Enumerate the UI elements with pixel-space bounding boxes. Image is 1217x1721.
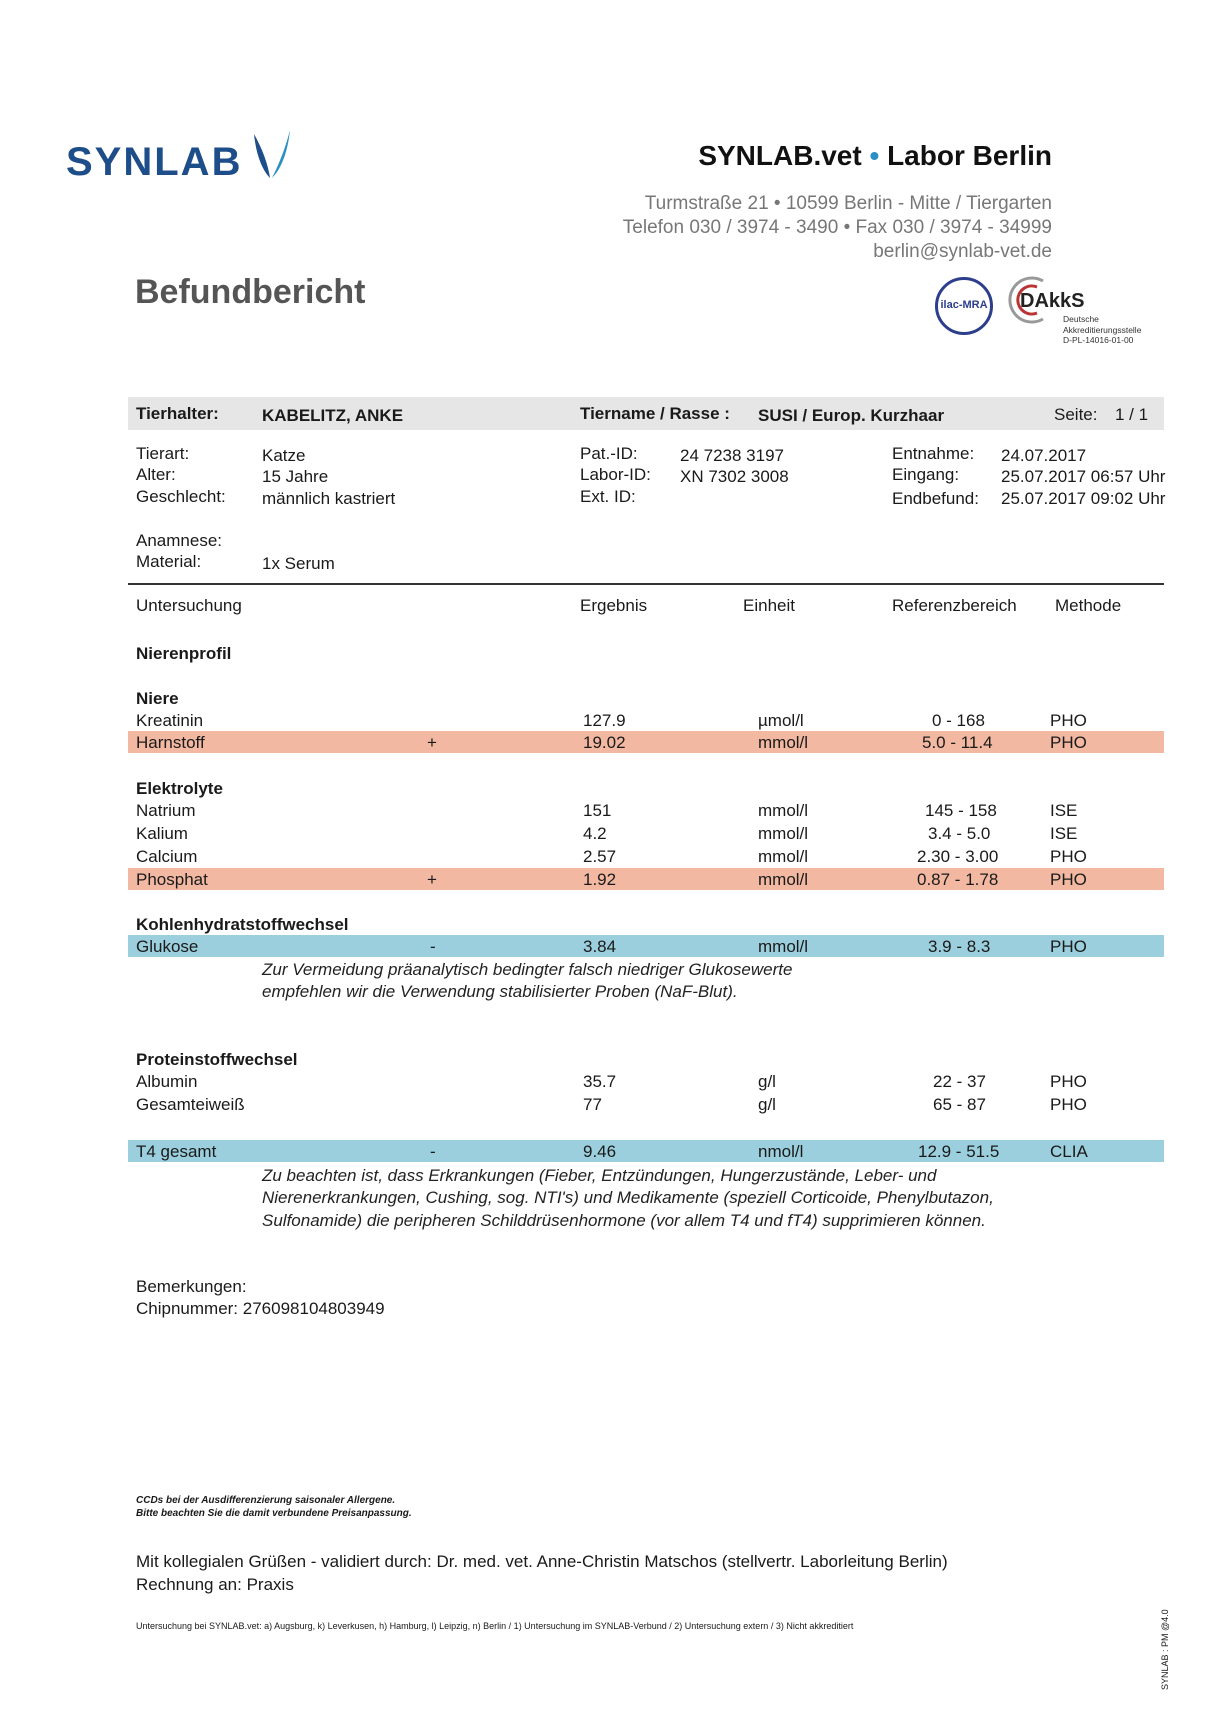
animal-value: SUSI / Europ. Kurzhaar [758,406,945,425]
test-flag: - [430,937,436,956]
test-flag: + [427,870,437,889]
test-name: Albumin [136,1072,198,1091]
test-value: 77 [583,1095,602,1114]
ilac-mra-seal [935,277,993,335]
table-row [0,802,1217,822]
dakks-sub-line: Deutsche [1063,314,1099,324]
section-protein: Proteinstoffwechsel [136,1050,298,1069]
lab-location: Labor Berlin [887,140,1052,171]
anamnesis-label: Anamnese: [136,531,222,550]
table-row [0,712,1217,732]
test-range: 145 - 158 [925,801,997,820]
greeting: Mit kollegialen Grüßen - validiert durch: Dr. med. vet. Anne-Christin Matschos (stellvertr. Laborleitung Berlin) [136,1552,948,1571]
dakks-label: DAkkS [1020,290,1085,312]
test-flag: - [430,1142,436,1161]
test-method: PHO [1050,870,1087,889]
age-value: 15 Jahre [262,467,329,486]
test-range: 0 - 168 [932,711,985,730]
test-range: 65 - 87 [933,1095,986,1114]
test-unit: mmol/l [758,870,809,889]
test-name: Kreatinin [136,711,204,730]
test-method: PHO [1050,1095,1087,1114]
t4-note: Nierenerkrankungen, Cushing, sog. NTI's) und Medikamente (speziell Corticoide, Phenylbutazon, [262,1188,994,1207]
billing: Rechnung an: Praxis [136,1575,294,1594]
received-label: Eingang: [892,465,960,484]
test-unit: mmol/l [758,824,809,843]
sex-value: männlich kastriert [262,489,396,508]
test-method: PHO [1050,937,1087,956]
test-name: T4 gesamt [136,1142,217,1161]
owner-label: Tierhalter: [136,404,219,423]
test-range: 0.87 - 1.78 [917,870,999,889]
lab-id-value: XN 7302 3008 [680,467,789,486]
test-value: 127.9 [583,711,626,730]
test-name: Kalium [136,824,188,843]
test-method: PHO [1050,847,1087,866]
test-name: Phosphat [136,870,208,889]
table-row [0,1096,1217,1116]
animal-label: Tiername / Rasse : [580,404,730,423]
lab-bullet: • [869,140,880,171]
material-value: 1x Serum [262,554,335,573]
pat-id-value: 24 7238 3197 [680,446,784,465]
table-row [0,734,1217,754]
test-method: ISE [1050,824,1078,843]
ccd-note: Bitte beachten Sie die damit verbundene Preisanpassung. [136,1508,412,1519]
test-value: 19.02 [583,733,626,752]
test-value: 151 [583,801,612,820]
glucose-note: empfehlen wir die Verwendung stabilisierter Proben (NaF-Blut). [262,982,738,1001]
col-result: Ergebnis [580,596,648,615]
t4-note: Zu beachten ist, dass Erkrankungen (Fieber, Entzündungen, Hungerzustände, Leber- und [262,1166,937,1185]
test-value: 2.57 [583,847,617,866]
test-value: 3.84 [583,937,617,956]
ccd-note: CCDs bei der Ausdifferenzierung saisonaler Allergene. [136,1495,396,1506]
test-range: 3.9 - 8.3 [928,937,991,956]
table-row [0,1143,1217,1163]
lab-name [698,140,1052,172]
test-name: Calcium [136,847,198,866]
section-renal-profile: Nierenprofil [136,644,232,663]
test-range: 3.4 - 5.0 [928,824,991,843]
age-label: Alter: [136,465,176,484]
synlab-logo [66,128,296,188]
test-method: PHO [1050,1072,1087,1091]
test-name: Gesamteiweiß [136,1095,245,1114]
received-value: 25.07.2017 06:57 Uhr [1001,467,1166,486]
col-method: Methode [1055,596,1122,615]
col-unit: Einheit [743,596,795,615]
glucose-note: Zur Vermeidung präanalytisch bedingter falsch niedriger Glukosewerte [262,960,793,979]
col-range: Referenzbereich [892,596,1017,615]
test-method: PHO [1050,711,1087,730]
test-unit: mmol/l [758,847,809,866]
remarks-label: Bemerkungen: [136,1277,247,1296]
ext-id-label: Ext. ID: [580,487,636,506]
test-unit: g/l [758,1072,776,1091]
test-unit: nmol/l [758,1142,804,1161]
test-unit: mmol/l [758,733,809,752]
test-range: 22 - 37 [933,1072,986,1091]
form-code: SYNLAB : PM @4.0 [1160,1609,1170,1690]
table-row [0,871,1217,891]
site-legend: Untersuchung bei SYNLAB.vet: a) Augsburg, k) Leverkusen, h) Hamburg, l) Leipzig, n) Berlin / 1) Untersuchung im SYNLAB-Verbund / 2) Untersuchung extern / 3) Nicht akkreditiert [136,1621,854,1631]
test-range: 2.30 - 3.00 [917,847,999,866]
test-value: 1.92 [583,870,617,889]
table-row [0,938,1217,958]
section-electrolytes: Elektrolyte [136,779,223,798]
table-row [0,848,1217,868]
lab-brand: SYNLAB.vet [698,140,862,171]
page-label: Seite: [1054,405,1098,424]
divider [128,583,1164,585]
test-method: CLIA [1050,1142,1088,1161]
material-label: Material: [136,552,202,571]
logo-swoosh-icon [246,128,296,182]
owner-value: KABELITZ, ANKE [262,406,404,425]
test-method: PHO [1050,733,1087,752]
pat-id-label: Pat.-ID: [580,444,638,463]
page-value: 1 / 1 [1115,405,1149,424]
final-label: Endbefund: [892,489,979,508]
dakks-subtitle [1063,314,1141,346]
page-title: Befundbericht [135,273,366,311]
test-unit: g/l [758,1095,776,1114]
test-name: Natrium [136,801,196,820]
test-unit: mmol/l [758,937,809,956]
test-unit: mmol/l [758,801,809,820]
test-unit: µmol/l [758,711,804,730]
species-label: Tierart: [136,444,190,463]
final-value: 25.07.2017 09:02 Uhr [1001,489,1166,508]
logo-wordmark: SYNLAB [66,140,243,184]
test-range: 12.9 - 51.5 [918,1142,1000,1161]
address-line: Turmstraße 21 • 10599 Berlin - Mitte / Tiergarten [644,193,1052,214]
col-test: Untersuchung [136,596,242,615]
table-row [0,825,1217,845]
phone-line: Telefon 030 / 3974 - 3490 • Fax 030 / 3974 - 34999 [622,217,1052,238]
test-value: 9.46 [583,1142,617,1161]
test-value: 4.2 [583,824,607,843]
seal-label: ilac-MRA [940,299,988,311]
test-flag: + [427,733,437,752]
dakks-sub-line: Akkreditierungsstelle [1063,324,1142,335]
taken-value: 24.07.2017 [1001,446,1087,465]
test-name: Harnstoff [136,733,205,752]
test-method: ISE [1050,801,1078,820]
taken-label: Entnahme: [892,444,975,463]
t4-note: Sulfonamide) die peripheren Schilddrüsenhormone (vor allem T4 und fT4) supprimieren können. [262,1211,986,1230]
test-value: 35.7 [583,1072,617,1091]
lab-id-label: Labor-ID: [580,465,651,484]
section-carbohydrate: Kohlenhydratstoffwechsel [136,915,349,934]
test-range: 5.0 - 11.4 [922,733,993,752]
dakks-sub-line: D-PL-14016-01-00 [1063,335,1134,346]
chip-number: Chipnummer: 276098104803949 [136,1299,385,1318]
species-value: Katze [262,446,306,465]
section-kidney: Niere [136,689,179,708]
test-name: Glukose [136,937,199,956]
email-line: berlin@synlab-vet.de [873,241,1052,262]
sex-label: Geschlecht: [136,487,226,506]
table-row [0,1073,1217,1093]
